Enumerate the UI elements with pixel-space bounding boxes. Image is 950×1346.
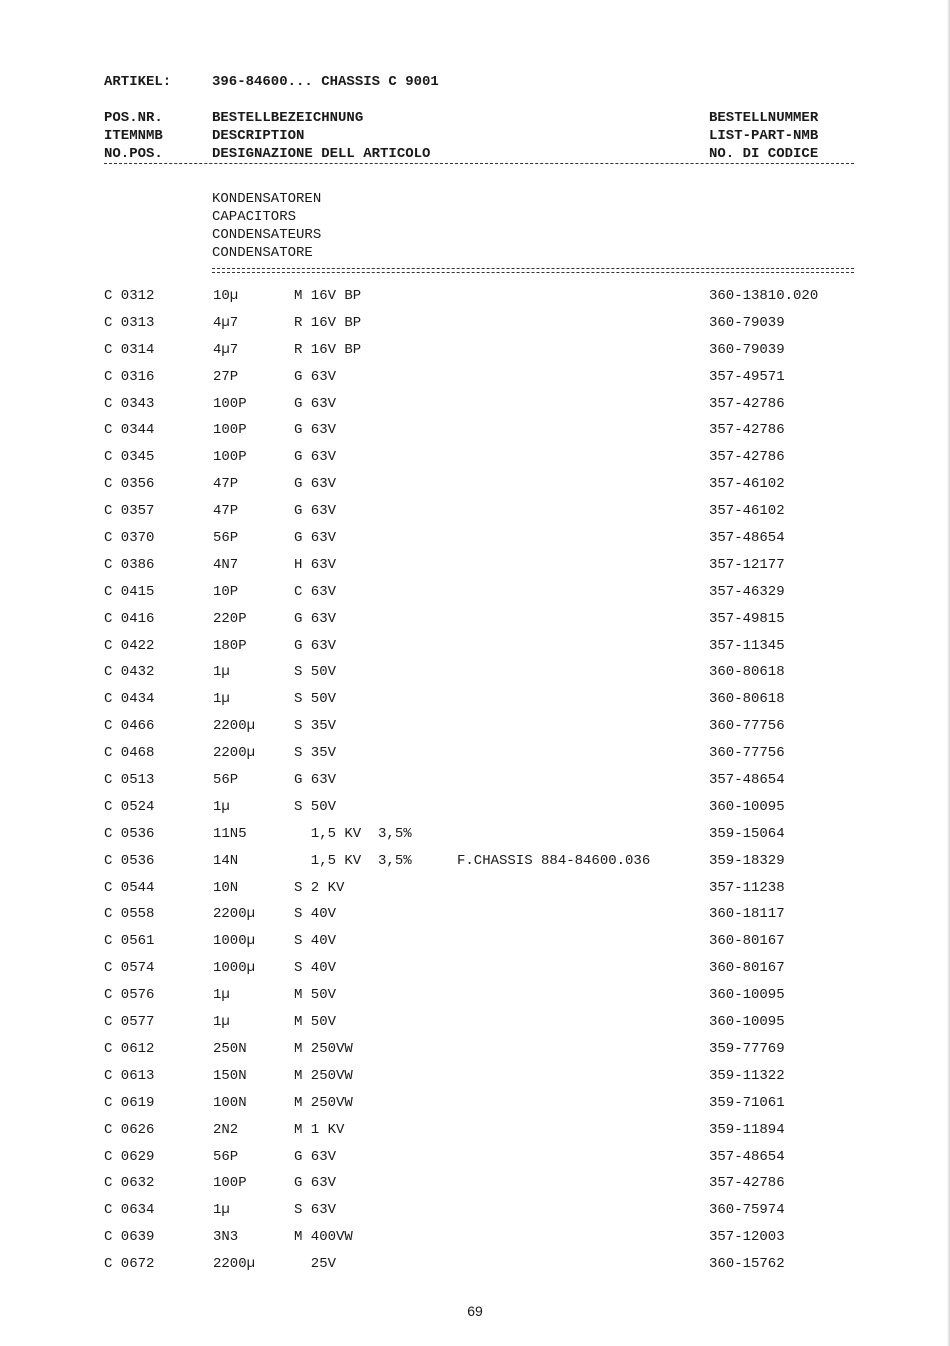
row-position: C 0314 [104, 341, 155, 358]
row-value: 10µ [213, 288, 239, 304]
row-position: C 0558 [104, 906, 155, 923]
row-part-number: 357-11345 [709, 637, 785, 654]
row-position: C 0536 [104, 852, 155, 869]
row-spec: G 63V [294, 772, 337, 789]
desc-header-de: BESTELLBEZEICHNUNG [212, 110, 364, 126]
row-part-number: 357-12177 [709, 556, 785, 573]
row-value: 47P [213, 503, 239, 520]
category-it: CONDENSATORE [212, 245, 313, 261]
row-position: C 0672 [104, 1256, 155, 1273]
row-spec: M 250VW [294, 1094, 353, 1111]
row-spec: S 40V [294, 906, 337, 923]
row-value: 10N [213, 879, 239, 896]
row-part-number: 360-10095 [709, 1014, 785, 1031]
row-part-number: 359-77769 [709, 1040, 785, 1057]
row-part-number: 360-80618 [709, 691, 785, 708]
row-value: 250N [213, 1040, 247, 1057]
row-part-number: 357-49571 [709, 368, 785, 385]
row-position: C 0626 [104, 1121, 155, 1138]
row-spec: M 50V [294, 1014, 337, 1031]
page-number: 69 [467, 1303, 483, 1319]
row-position: C 0357 [104, 503, 155, 520]
row-value: 56P [213, 772, 239, 789]
row-spec: S 40V [294, 933, 337, 950]
row-position: C 0316 [104, 368, 155, 385]
row-value: 27P [213, 368, 239, 385]
row-value: 4µ7 [213, 314, 239, 331]
table-row [0, 394, 950, 421]
row-spec: M 250VW [294, 1067, 353, 1084]
pos-header-en: ITEMNMB [104, 128, 163, 144]
row-value: 1000µ [213, 960, 256, 977]
row-position: C 0416 [104, 610, 155, 627]
artikel-value: 396-84600... CHASSIS C 9001 [212, 74, 439, 90]
row-position: C 0370 [104, 530, 155, 547]
category-fr: CONDENSATEURS [212, 227, 322, 243]
pos-header-it: NO.POS. [104, 146, 163, 162]
row-spec: S 63V [294, 1202, 337, 1219]
row-position: C 0544 [104, 879, 155, 896]
table-row [0, 797, 950, 824]
row-value: 1µ [213, 1202, 230, 1219]
row-spec: H 63V [294, 556, 337, 573]
row-value: 4µ7 [213, 341, 239, 358]
table-row [0, 1120, 950, 1147]
row-position: C 0312 [104, 288, 155, 304]
row-part-number: 357-11238 [709, 879, 785, 896]
row-position: C 0345 [104, 449, 155, 466]
table-row [0, 1039, 950, 1066]
table-row [0, 609, 950, 636]
table-row [0, 689, 950, 716]
table-row [0, 985, 950, 1012]
row-value: 100N [213, 1094, 247, 1111]
category-de: KONDENSATOREN [212, 191, 322, 207]
table-row [0, 1254, 950, 1281]
row-spec: 1,5 KV 3,5% [294, 852, 412, 869]
row-value: 1000µ [213, 933, 256, 950]
table-row [0, 286, 950, 313]
row-spec: G 63V [294, 395, 337, 412]
row-spec: G 63V [294, 1175, 337, 1192]
row-value: 1µ [213, 798, 230, 815]
row-part-number: 360-15762 [709, 1256, 785, 1273]
row-spec: M 1 KV [294, 1121, 345, 1138]
table-row [0, 931, 950, 958]
row-value: 100P [213, 449, 247, 466]
row-part-number: 357-42786 [709, 395, 785, 412]
row-spec: G 63V [294, 368, 337, 385]
row-position: C 0343 [104, 395, 155, 412]
table-row [0, 851, 950, 878]
table-row [0, 313, 950, 340]
row-spec: G 63V [294, 530, 337, 547]
row-position: C 0577 [104, 1014, 155, 1031]
row-part-number: 357-48654 [709, 1148, 785, 1165]
row-spec: M 400VW [294, 1229, 353, 1246]
part-header-en: LIST-PART-NMB [709, 128, 819, 144]
row-spec: S 35V [294, 718, 337, 735]
table-row [0, 824, 950, 851]
row-part-number: 357-42786 [709, 1175, 785, 1192]
row-position: C 0415 [104, 583, 155, 600]
row-spec: M 16V BP [294, 288, 362, 304]
row-value: 47P [213, 476, 239, 493]
row-spec: G 63V [294, 503, 337, 520]
row-value: 1µ [213, 1014, 230, 1031]
part-header-de: BESTELLNUMMER [709, 110, 819, 126]
table-row [0, 528, 950, 555]
row-part-number: 357-46329 [709, 583, 785, 600]
row-value: 2200µ [213, 745, 256, 762]
table-row [0, 878, 950, 905]
row-part-number: 359-18329 [709, 852, 785, 869]
row-position: C 0619 [104, 1094, 155, 1111]
row-value: 2200µ [213, 1256, 256, 1273]
row-spec: G 63V [294, 637, 337, 654]
row-position: C 0639 [104, 1229, 155, 1246]
row-position: C 0468 [104, 745, 155, 762]
table-row [0, 447, 950, 474]
row-spec: M 250VW [294, 1040, 353, 1057]
row-value: 2200µ [213, 718, 256, 735]
row-position: C 0612 [104, 1040, 155, 1057]
row-part-number: 360-10095 [709, 987, 785, 1004]
row-spec: R 16V BP [294, 314, 362, 331]
category-heading [212, 190, 321, 262]
table-row [0, 420, 950, 447]
row-part-number: 360-77756 [709, 745, 785, 762]
header-divider [104, 163, 854, 164]
row-spec: S 50V [294, 664, 337, 681]
row-position: C 0356 [104, 476, 155, 493]
row-position: C 0576 [104, 987, 155, 1004]
row-value: 180P [213, 637, 247, 654]
row-part-number: 357-42786 [709, 422, 785, 439]
desc-header-en: DESCRIPTION [212, 128, 305, 144]
row-value: 1µ [213, 691, 230, 708]
row-spec: G 63V [294, 422, 337, 439]
row-spec: 25V [294, 1256, 337, 1273]
row-spec: C 63V [294, 583, 337, 600]
row-spec: M 50V [294, 987, 337, 1004]
row-position: C 0466 [104, 718, 155, 735]
row-part-number: 360-77756 [709, 718, 785, 735]
row-part-number: 357-12003 [709, 1229, 785, 1246]
row-spec: R 16V BP [294, 341, 362, 358]
row-part-number: 360-80618 [709, 664, 785, 681]
row-value: 2200µ [213, 906, 256, 923]
row-value: 56P [213, 1148, 239, 1165]
row-part-number: 360-75974 [709, 1202, 785, 1219]
table-row [0, 1227, 950, 1254]
row-position: C 0561 [104, 933, 155, 950]
row-position: C 0432 [104, 664, 155, 681]
row-part-number: 357-48654 [709, 530, 785, 547]
table-row [0, 1012, 950, 1039]
table-row [0, 555, 950, 582]
category-en: CAPACITORS [212, 209, 297, 225]
row-part-number: 360-10095 [709, 798, 785, 815]
row-position: C 0513 [104, 772, 155, 789]
row-spec: 1,5 KV 3,5% [294, 825, 412, 842]
table-row [0, 501, 950, 528]
row-value: 100P [213, 395, 247, 412]
row-position: C 0422 [104, 637, 155, 654]
row-part-number: 360-79039 [709, 314, 785, 331]
row-part-number: 360-18117 [709, 906, 785, 923]
parts-table [0, 286, 950, 1281]
row-spec: S 35V [294, 745, 337, 762]
row-value: 56P [213, 530, 239, 547]
row-part-number: 357-46102 [709, 503, 785, 520]
table-row [0, 582, 950, 609]
category-divider [212, 268, 854, 273]
row-position: C 0313 [104, 314, 155, 331]
row-value: 100P [213, 422, 247, 439]
row-value: 10P [213, 583, 239, 600]
table-row [0, 904, 950, 931]
row-spec: S 2 KV [294, 879, 345, 896]
row-note: F.CHASSIS 884-84600.036 [457, 852, 651, 869]
table-row [0, 367, 950, 394]
table-row [0, 743, 950, 770]
row-spec: G 63V [294, 476, 337, 493]
row-value: 100P [213, 1175, 247, 1192]
row-part-number: 359-11322 [709, 1067, 785, 1084]
row-value: 220P [213, 610, 247, 627]
table-row [0, 662, 950, 689]
row-value: 1µ [213, 987, 230, 1004]
table-row [0, 770, 950, 797]
row-part-number: 357-49815 [709, 610, 785, 627]
row-position: C 0632 [104, 1175, 155, 1192]
row-value: 1µ [213, 664, 230, 681]
row-value: 3N3 [213, 1229, 239, 1246]
row-part-number: 360-79039 [709, 341, 785, 358]
row-part-number: 359-71061 [709, 1094, 785, 1111]
row-position: C 0629 [104, 1148, 155, 1165]
row-value: 2N2 [213, 1121, 239, 1138]
row-part-number: 357-46102 [709, 476, 785, 493]
row-position: C 0574 [104, 960, 155, 977]
part-header-it: NO. DI CODICE [709, 146, 819, 162]
desc-header-it: DESIGNAZIONE DELL ARTICOLO [212, 146, 431, 162]
row-part-number: 357-48654 [709, 772, 785, 789]
row-spec: S 50V [294, 691, 337, 708]
row-value: 4N7 [213, 556, 239, 573]
table-row [0, 1173, 950, 1200]
row-position: C 0434 [104, 691, 155, 708]
table-row [0, 340, 950, 367]
row-position: C 0524 [104, 798, 155, 815]
row-value: 14N [213, 852, 239, 869]
row-value: 150N [213, 1067, 247, 1084]
row-spec: G 63V [294, 610, 337, 627]
table-row [0, 1200, 950, 1227]
row-spec: S 40V [294, 960, 337, 977]
table-row [0, 958, 950, 985]
row-position: C 0536 [104, 825, 155, 842]
row-position: C 0386 [104, 556, 155, 573]
table-row [0, 474, 950, 501]
row-position: C 0634 [104, 1202, 155, 1219]
table-row [0, 716, 950, 743]
row-part-number: 357-42786 [709, 449, 785, 466]
row-value: 11N5 [213, 825, 247, 842]
row-part-number: 359-11894 [709, 1121, 785, 1138]
row-spec: G 63V [294, 1148, 337, 1165]
row-part-number: 360-80167 [709, 960, 785, 977]
table-row [0, 1066, 950, 1093]
row-part-number: 359-15064 [709, 825, 785, 842]
table-row [0, 1093, 950, 1120]
row-part-number: 360-13810.020 [709, 288, 819, 304]
row-position: C 0344 [104, 422, 155, 439]
row-spec: S 50V [294, 798, 337, 815]
table-row [0, 1147, 950, 1174]
row-position: C 0613 [104, 1067, 155, 1084]
row-part-number: 360-80167 [709, 933, 785, 950]
row-spec: G 63V [294, 449, 337, 466]
artikel-label: ARTIKEL: [104, 74, 172, 90]
pos-header-de: POS.NR. [104, 110, 163, 126]
table-row [0, 636, 950, 663]
